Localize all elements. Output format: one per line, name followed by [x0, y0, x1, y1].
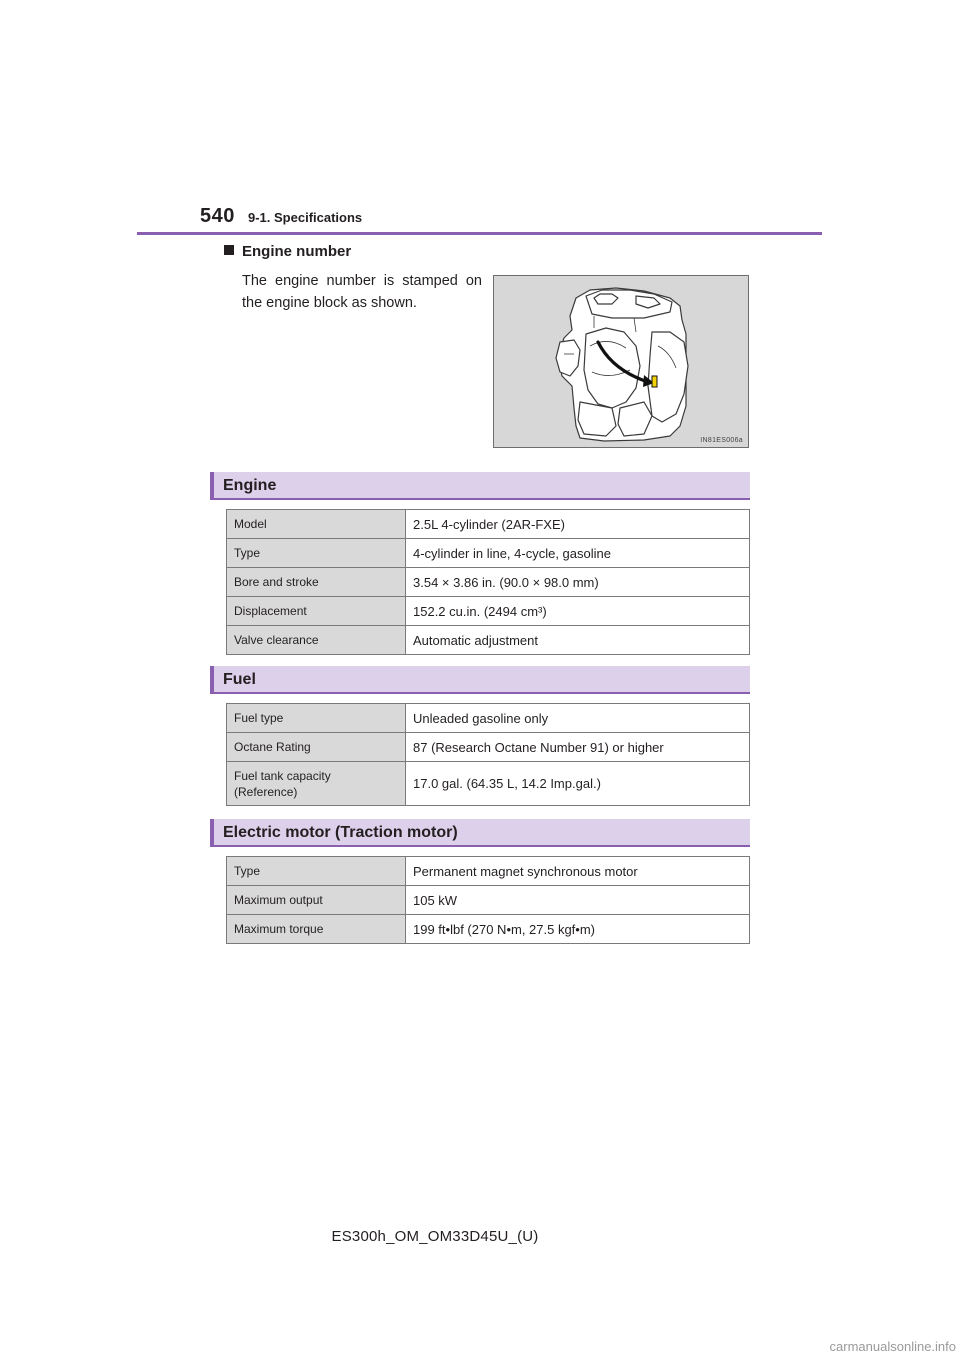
table-row — [227, 626, 750, 655]
fuel-section-heading — [210, 666, 750, 694]
table-row — [227, 704, 750, 733]
spec-value: 105 kW — [406, 886, 750, 915]
spec-value: 4-cylinder in line, 4-cycle, gasoline — [406, 539, 750, 568]
table-row — [227, 915, 750, 944]
table-row — [227, 568, 750, 597]
table-row — [227, 762, 750, 806]
engine-section-title: Engine — [223, 477, 277, 494]
spec-label: Fuel type — [227, 704, 406, 733]
spec-label: Maximum torque — [227, 915, 406, 944]
engine-block-illustration — [493, 275, 749, 448]
heading-accent-bar — [210, 472, 214, 498]
document-code: ES300h_OM_OM33D45U_(U) — [331, 1228, 539, 1245]
spec-value: Automatic adjustment — [406, 626, 750, 655]
heading-accent-bar — [210, 666, 214, 692]
fuel-section-title: Fuel — [223, 671, 256, 688]
spec-value: Permanent magnet synchronous motor — [406, 857, 750, 886]
engine-drawing — [494, 276, 748, 447]
spec-value: Unleaded gasoline only — [406, 704, 750, 733]
spec-label: Valve clearance — [227, 626, 406, 655]
spec-label: Model — [227, 510, 406, 539]
spec-label: Displacement — [227, 597, 406, 626]
header-rule — [137, 232, 822, 235]
spec-value: 2.5L 4-cylinder (2AR-FXE) — [406, 510, 750, 539]
page-header — [200, 205, 822, 235]
section-reference: 9-1. Specifications — [248, 210, 363, 225]
engine-section-heading — [210, 472, 750, 500]
fuel-spec-table — [226, 703, 750, 806]
spec-value: 87 (Research Octane Number 91) or higher — [406, 733, 750, 762]
table-row — [227, 539, 750, 568]
spec-label: Bore and stroke — [227, 568, 406, 597]
spec-value: 199 ft•lbf (270 N•m, 27.5 kgf•m) — [406, 915, 750, 944]
spec-value: 152.2 cu.in. (2494 cm³) — [406, 597, 750, 626]
table-row — [227, 510, 750, 539]
motor-section-heading — [210, 819, 750, 847]
spec-value: 17.0 gal. (64.35 L, 14.2 Imp.gal.) — [406, 762, 750, 806]
spec-label: Type — [227, 857, 406, 886]
spec-label: Octane Rating — [227, 733, 406, 762]
page-footer — [0, 1228, 960, 1245]
engine-number-description: The engine number is stamped on the engine block as shown. — [242, 273, 482, 311]
motor-section-title: Electric motor (Traction motor) — [223, 824, 458, 841]
table-row — [227, 857, 750, 886]
engine-spec-table — [226, 509, 750, 655]
square-bullet-icon — [224, 245, 234, 255]
table-row — [227, 733, 750, 762]
motor-spec-table — [226, 856, 750, 944]
figure-code: IN81ES006a — [700, 437, 743, 444]
engine-number-heading-text: Engine number — [242, 243, 352, 260]
spec-label: Type — [227, 539, 406, 568]
page-number: 540 — [200, 205, 235, 227]
heading-accent-bar — [210, 819, 214, 845]
engine-number-heading — [224, 243, 351, 260]
table-row — [227, 886, 750, 915]
spec-label: Maximum output — [227, 886, 406, 915]
table-row — [227, 597, 750, 626]
spec-label: Fuel tank capacity (Reference) — [227, 762, 406, 806]
watermark: carmanualsonline.info — [829, 1339, 956, 1354]
spec-value: 3.54 × 3.86 in. (90.0 × 98.0 mm) — [406, 568, 750, 597]
